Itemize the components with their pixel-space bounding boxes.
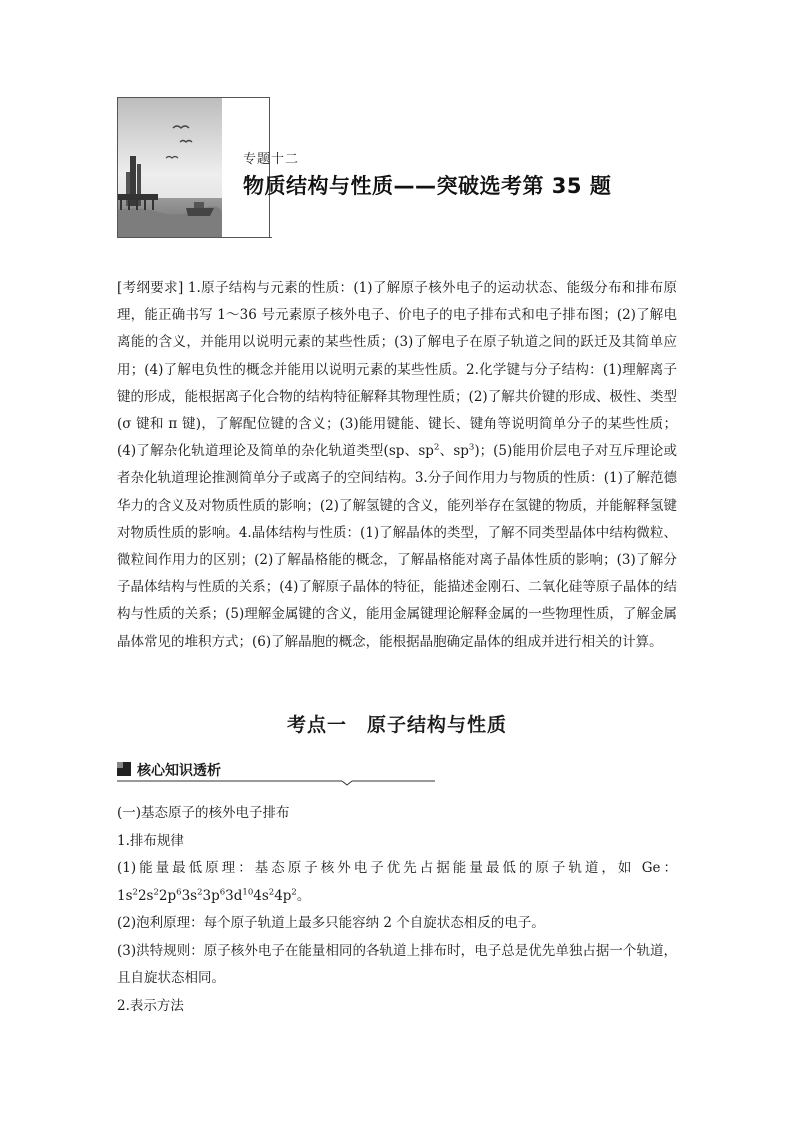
config-end: 。: [296, 887, 311, 904]
config-term: $2s^2$: [137, 887, 159, 904]
header-photo: [118, 98, 222, 237]
rule-3: (3)洪特规则：原子核外电子在能量相同的各轨道上排布时，电子总是优先单独占据一个轨道，且自旋状态相同。: [117, 942, 677, 986]
exam-requirements: [117, 275, 677, 656]
requirements-text-intro: 1.原子结构与元素的性质：(1)了解原子核外电子的运动状态、能级分布和排布原理，能正确书写 1～36 号元素原子核外电子、价电子的电子排布式和电子排布图；(2)了解电离能的含义，并能用以说明元素的某些性质；(3)了解电子在原子轨道之间的跃迁及其简单应用；(4)了解电负性的概念并能用以说明元素的某些性质。2.化学键与分子结构：(1)理解离子键的形成，能根据离子化合物的结构特征解释其物理性质；(2)了解共价键的形成、极性、类型(σ 键和 π 键)，了解配位键的含义；(3)能用键能、键长、键角等说明简单分子的某些性质；(4)了解杂化轨道理论及简单的杂化轨道类型(sp、sp: [117, 280, 677, 460]
config-term: $3d^{10}$: [225, 887, 254, 904]
header-underline: [117, 237, 272, 238]
sub-heading: (一)基态原子的核外电子排布: [117, 805, 290, 821]
hybrid-superscript-3: 3: [468, 442, 475, 453]
hybrid-superscript-2: 2: [433, 442, 440, 453]
list-item: 1.排布规律: [117, 832, 184, 849]
section-title: 考点一 原子结构与性质: [286, 714, 507, 736]
config-term: $4p^2$: [274, 887, 297, 904]
square-bullet-icon: [117, 762, 131, 776]
body-content: [117, 800, 677, 1020]
seascape-image: [118, 98, 222, 237]
electron-configuration: [117, 883, 677, 911]
subject-label: 专题十二: [243, 152, 300, 167]
config-term: $1s^2$: [117, 887, 138, 904]
heading-rule: [117, 780, 437, 786]
rule-1-line: (1)能量最低原理：基态原子核外电子优先占据能量最低的原子轨道，如 Ge：: [117, 860, 677, 876]
list-item: 2.表示方法: [117, 997, 184, 1014]
requirements-text-mid: 、sp: [439, 443, 469, 460]
core-knowledge-label: 核心知识透析: [137, 763, 221, 779]
requirements-paragraph: [117, 275, 677, 656]
requirements-lead: [考纲要求]: [117, 280, 184, 296]
config-term: $2p^6$: [158, 887, 182, 904]
config-term: $3p^6$: [202, 887, 226, 904]
page-title: 物质结构与性质——突破选考第 35 题: [243, 174, 612, 198]
config-term: $3s^2$: [181, 887, 203, 904]
requirements-text-rest: )；(5)能用价层电子对互斥理论或者杂化轨道理论推测简单分子或离子的空间结构。3.分子间作用力与物质的性质：(1)了解范德华力的含义及对物质性质的影响；(2)了解氢键的含义，能列举存在氢键的物质，并能解释氢键对物质性质的影响。4.晶体结构与性质：(1)了解晶体的类型，了解不同类型晶体中结构微粒、微粒间作用力的区别；(2)了解晶格能的概念，了解晶格能对离子晶体性质的影响；(3)了解分子晶体结构与性质的关系；(4)了解原子晶体的特征，能描述金刚石、二氧化硅等原子晶体的结构与性质的关系；(5)理解金属键的含义，能用金属键理论解释金属的一些物理性质，了解金属晶体常见的堆积方式；(6)了解晶胞的概念，能根据晶胞确定晶体的组成并进行相关的计算。: [117, 443, 678, 650]
config-term: $4s^2$: [253, 887, 275, 904]
core-knowledge-heading: [117, 760, 437, 784]
rule-2: (2)泡利原理：每个原子轨道上最多只能容纳 2 个自旋状态相反的电子。: [117, 915, 545, 931]
